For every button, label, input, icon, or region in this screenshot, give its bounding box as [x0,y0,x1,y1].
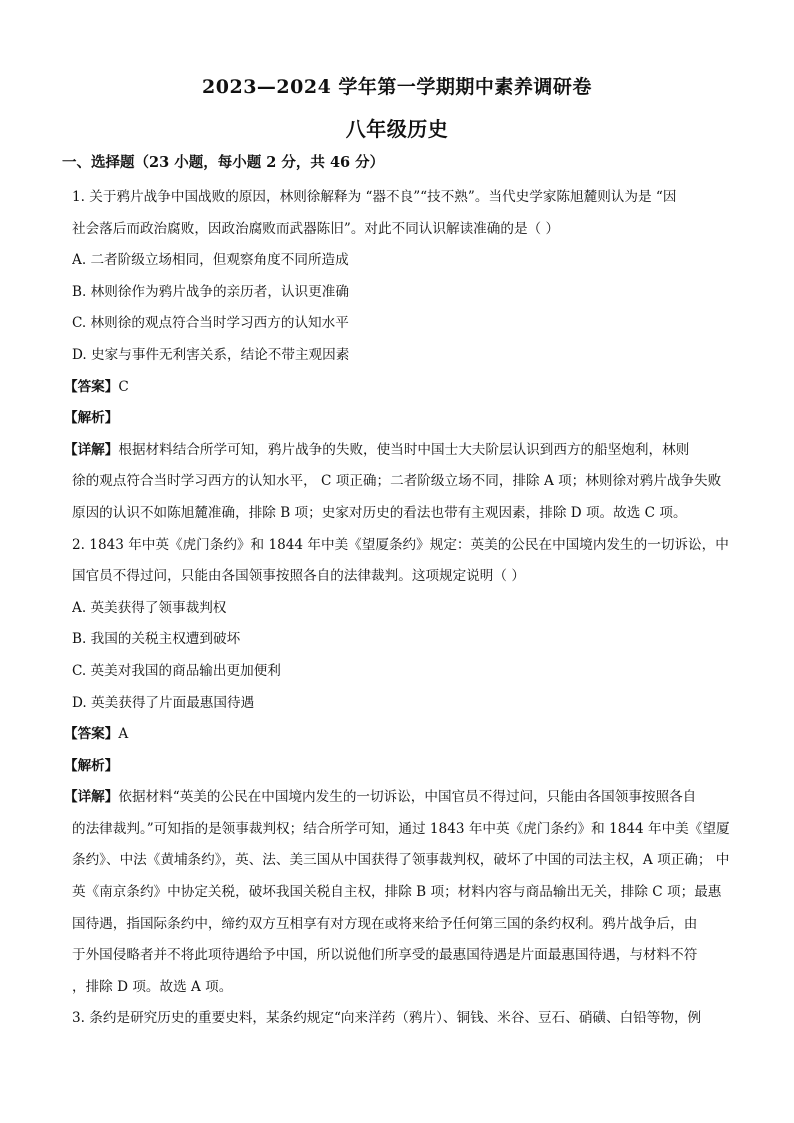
section-tag: 【答案】 [64,378,119,395]
text-line: 徐的观点符合当时学习西方的认知水平， C 项正确；二者阶级立场不同，排除 A 项；林则徐对鸦片战争失败 [72,473,722,490]
line-text: 根据材料结合所学可知，鸦片战争的失败，使当时中国士大夫阶层认识到西方的船坚炮利，林则 [118,441,690,458]
text-line: C. 英美对我国的商品输出更加便利 [72,662,281,679]
section-heading: 一、选择题（23 小题，每小题 2 分，共 46 分） [62,154,385,171]
analysis-line [64,403,732,435]
text-line: C. 林则徐的观点符合当时学习西方的认知水平 [72,315,349,332]
analysis-line [64,782,732,814]
text-line: B. 林则徐作为鸦片战争的亲历者，认识更准确 [72,283,349,300]
text-line: 国官员不得过问，只能由各国领事按照各自的法律裁判。这项规定说明（ ） [72,568,525,585]
analysis-line [64,719,732,751]
section-tag: 【解析】 [64,757,119,774]
analysis-line [64,435,732,467]
section-tag: 【解析】 [64,410,119,427]
text-line: 条约》、中法《黄埔条约》，英、法、美三国从中国获得了领事裁判权，破坏了中国的司法主权，A 项正确； 中 [72,852,730,869]
text-line: A. 英美获得了领事裁判权 [72,599,227,616]
section-tag: 【详解】 [64,789,119,806]
text-line: B. 我国的关税主权遭到破坏 [72,631,241,648]
text-line: 国待遇，指国际条约中，缔约双方互相享有对方现在或将来给予任何第三国的条约权利。鸦片战争后，由 [72,915,698,932]
analysis-line [64,372,732,404]
text-line: 3. 条约是研究历史的重要史料，某条约规定“向来洋药（鸦片）、铜钱、米谷、豆石、硝磺、白铅等物，例 [72,1010,702,1027]
text-line: 1. 关于鸦片战争中国战败的原因，林则徐解释为 “器不良”“技不熟”。当代史学家陈旭麓则认为是 “因 [72,189,677,205]
text-line: 英《南京条约》中协定关税，破坏我国关税自主权，排除 B 项；材料内容与商品输出无关，排除 C 项；最惠 [72,884,722,901]
document-body [64,182,732,1035]
text-line: 原因的认识不如陈旭麓准确，排除 B 项；史家对历史的看法也带有主观因素，排除 D 项。故选 C 项。 [72,504,687,521]
text-line: D. 史家与事件无利害关系，结论不带主观因素 [72,346,350,363]
line-text: C [118,378,129,395]
analysis-line [64,751,732,783]
document-title: 2023—2024 学年第一学期期中素养调研卷 [202,76,592,98]
document-subtitle: 八年级历史 [345,117,449,141]
line-text: 依据材料“英美的公民在中国境内发生的一切诉讼，中国官员不得过问，只能由各国领事按照各自 [118,789,697,806]
text-line: 2. 1843 年中英《虎门条约》和 1844 年中美《望厦条约》规定：英美的公民在中国境内发生的一切诉讼，中 [72,536,729,553]
section-tag: 【详解】 [64,441,119,458]
text-line: A. 二者阶级立场相同，但观察角度不同所造成 [72,252,349,269]
text-line: 的法律裁判。”可知指的是领事裁判权；结合所学可知，通过 1843 年中英《虎门条约》和 1844 年中美《望厦 [72,820,730,837]
text-line: ，排除 D 项。故选 A 项。 [72,978,233,995]
line-text: A [118,726,129,743]
section-tag: 【答案】 [64,726,119,743]
text-line: D. 英美获得了片面最惠国待遇 [72,694,255,711]
text-line: 社会落后而政治腐败，因政治腐败而武器陈旧”。对此不同认识解读准确的是（ ） [72,220,560,237]
text-line: 于外国侵略者并不将此项待遇给予中国，所以说他们所享受的最惠国待遇是片面最惠国待遇，与材料不符 [72,947,698,964]
